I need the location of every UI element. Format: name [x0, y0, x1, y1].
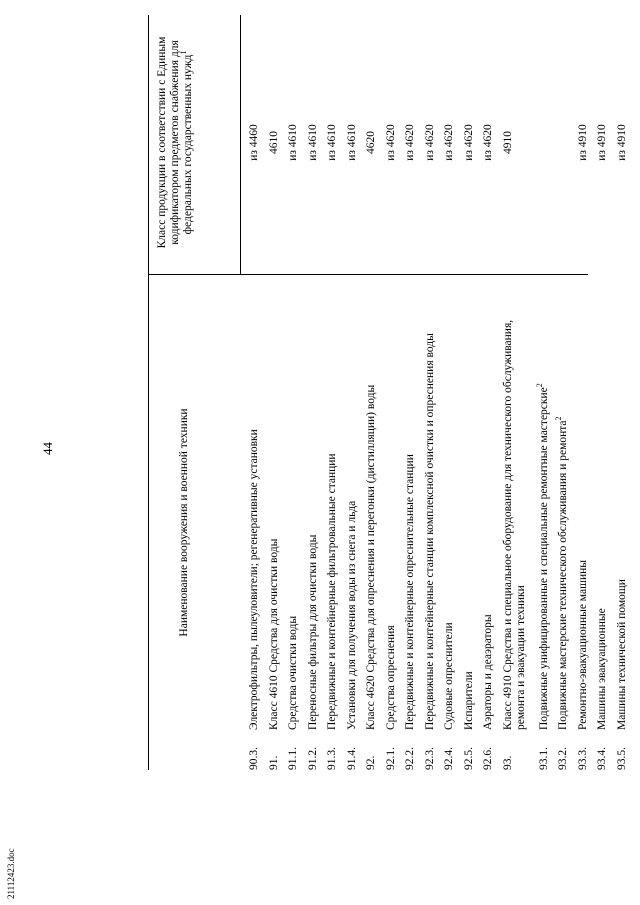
row-class: из 4620	[384, 124, 397, 161]
table-row	[307, 15, 327, 770]
row-name	[404, 278, 417, 730]
row-name-text: Судовые опреснители	[443, 622, 455, 730]
row-class: из 4620	[462, 124, 475, 161]
row-name	[385, 278, 398, 730]
row-name-text: Средства очистки воды	[287, 615, 299, 730]
row-class: из 4610	[326, 124, 338, 161]
row-name-text: Подвижные мастерские технического обслуживания и ремонта	[557, 420, 569, 730]
weapons-table	[148, 15, 628, 770]
row-name	[365, 278, 378, 730]
table-row	[346, 15, 366, 770]
row-name-text: Передвижные и контейнерные опреснительные станции	[404, 454, 416, 730]
header-class-text: Класс продукции в соответствии с Единым кодификатором предметов снабжения для федеральных государственных нужд	[156, 36, 194, 249]
row-class: из 4610	[306, 124, 319, 161]
row-name	[482, 278, 495, 730]
row-name-text: Класс 4620 Средства для опреснения и перегонки (дистилляции) воды	[365, 384, 377, 730]
row-name-text: Класс 4910 Средства и специальное оборудование для технического обслуживания, ремонта и эвакуации техники	[501, 319, 527, 730]
row-number: 93.4.	[596, 747, 608, 770]
header-class	[156, 20, 195, 265]
row-name-text: Передвижные и контейнерные фильтровальные станции	[326, 453, 338, 730]
row-number: 91.	[267, 755, 280, 770]
row-number: 93.1.	[537, 747, 550, 770]
row-name	[287, 278, 300, 730]
row-class: из 4910	[596, 124, 608, 161]
page-number: 44	[40, 442, 55, 455]
row-footnote: 2	[554, 416, 564, 421]
row-name-text: Машины эвакуационные	[596, 608, 608, 730]
row-name	[463, 278, 476, 730]
table-row	[365, 15, 385, 770]
row-name	[502, 278, 528, 730]
row-class: 4620	[365, 131, 377, 154]
row-number: 93.5.	[615, 747, 628, 770]
table-row	[248, 15, 268, 770]
row-number: 91.1.	[287, 747, 299, 770]
row-name	[443, 278, 456, 730]
row-number: 91.2.	[306, 747, 319, 770]
row-name-text: Установки для получения воды из снега и льда	[345, 500, 358, 730]
table-row	[482, 15, 502, 770]
row-name-text: Электрофильтры, пылеуловители; регенеративные установки	[248, 429, 260, 730]
row-name-text: Передвижные и контейнерные станции комплексной очистки и опреснения воды	[423, 333, 436, 730]
document-id: 21112423.doc	[6, 848, 16, 899]
row-name	[577, 278, 590, 730]
row-class: из 4910	[576, 124, 589, 161]
table-row	[596, 15, 616, 770]
row-name	[554, 278, 570, 730]
row-number: 91.3.	[326, 747, 338, 770]
row-name-text: Подвижные унифицированные и специальные ремонтные мастерские	[537, 387, 550, 730]
row-name	[248, 278, 261, 730]
row-name	[616, 278, 629, 730]
table-row	[326, 15, 346, 770]
row-number: 92.4.	[443, 747, 455, 770]
table-row	[616, 15, 636, 770]
table-row	[268, 15, 288, 770]
row-class: 4910	[501, 131, 514, 154]
row-class: 4610	[267, 131, 280, 154]
row-number: 92.1.	[384, 747, 397, 770]
row-number: 92.3.	[423, 747, 436, 770]
row-class: из 4910	[615, 124, 628, 161]
row-class: из 4460	[248, 124, 260, 161]
row-name	[307, 278, 320, 730]
table-row	[534, 15, 558, 770]
table-row	[463, 15, 483, 770]
row-name	[596, 278, 609, 730]
row-name	[534, 278, 551, 730]
row-name	[346, 278, 359, 730]
row-name	[326, 278, 339, 730]
row-class: из 4610	[345, 124, 358, 161]
table-top-border	[148, 15, 149, 770]
table-row	[443, 15, 463, 770]
row-number: 92.6.	[482, 747, 494, 770]
row-class: из 4620	[482, 124, 494, 161]
table-row	[554, 15, 577, 770]
row-number: 93.2.	[557, 747, 569, 770]
row-name-text: Класс 4610 Средства для очистки воды	[267, 538, 280, 730]
row-name-text: Ремонтно-эвакуационные машины	[576, 559, 589, 730]
row-number: 91.4.	[345, 747, 358, 770]
row-number: 93.3.	[576, 747, 589, 770]
row-name-text: Машины технической помощи	[615, 579, 628, 730]
header-class-footnote: 1	[179, 50, 189, 55]
table-row	[424, 15, 444, 770]
row-name	[268, 278, 281, 730]
row-class: из 4620	[404, 124, 416, 161]
table-row	[287, 15, 307, 770]
row-name-text: Средства опреснения	[384, 625, 397, 730]
table-row	[502, 15, 538, 770]
row-number: 92.5.	[462, 747, 475, 770]
row-class: из 4620	[423, 124, 436, 161]
table-row	[577, 15, 597, 770]
table-row	[404, 15, 424, 770]
header-name: Наименование вооружения и военной техники	[178, 408, 190, 637]
row-number: 92.2.	[404, 747, 416, 770]
row-number: 92.	[365, 755, 377, 770]
table-row	[385, 15, 405, 770]
row-name-text: Испарители	[462, 671, 475, 730]
row-class: из 4610	[287, 124, 299, 161]
header-divider	[240, 15, 241, 275]
row-class: из 4620	[443, 124, 455, 161]
row-name	[424, 278, 437, 730]
row-number: 90.3.	[248, 747, 260, 770]
row-footnote: 2	[534, 383, 544, 388]
row-name-text: Переносные фильтры для очистки воды	[306, 534, 319, 730]
row-name-text: Аэраторы и деаэраторы	[482, 614, 494, 730]
row-number: 93.	[501, 755, 514, 770]
